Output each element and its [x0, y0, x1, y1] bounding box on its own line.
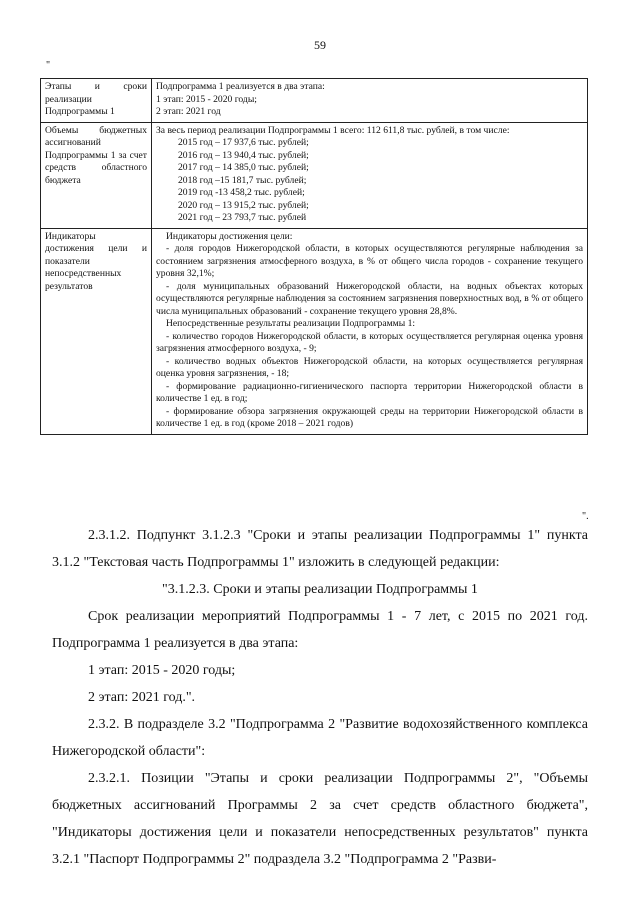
paragraph-2-3-1-2: 2.3.1.2. Подпункт 3.1.2.3 "Сроки и этапы реализации Подпрограммы 1" пункта 3.1.2 "Текстовая часть Подпрограммы 1" изложить в следующей редакции: — [52, 528, 588, 570]
budget-year-line: 2020 год – 13 915,2 тыс. рублей; — [178, 199, 309, 211]
row-value-budget — [152, 122, 588, 228]
paragraph-term: Срок реализации мероприятий Подпрограммы 1 - 7 лет, с 2015 по 2021 год. Подпрограмма 1 реализуется в два этапа: — [52, 609, 588, 651]
budget-year-line: 2021 год – 23 793,7 тыс. рублей — [178, 212, 307, 223]
budget-year-line: 2015 год – 17 937,6 тыс. рублей; — [178, 137, 309, 148]
paragraph-2-3-2: 2.3.2. В подразделе 3.2 "Подпрограмма 2 "Развитие водохозяйственного комплекса Нижегородской области": — [52, 717, 588, 759]
stages-line: 1 этап: 2015 - 2020 годы; — [156, 93, 257, 105]
body-text — [52, 522, 588, 873]
indicator-item: - доля муниципальных образований Нижегородской области, на водных объектах которых осуществляются регулярные наблюдения за состоянием загрязнения поверхностных вод, в % от общего числа муниципальных образований - сохранение текущего уровня 28,8%. — [156, 280, 583, 317]
section-heading-3-1-2-3: "3.1.2.3. Сроки и этапы реализации Подпрограммы 1 — [162, 582, 478, 597]
paragraph-stage-1: 1 этап: 2015 - 2020 годы; — [88, 663, 236, 678]
budget-year-line: 2019 год -13 458,2 тыс. рублей; — [178, 187, 305, 198]
paragraph-stage-2: 2 этап: 2021 год.". — [88, 690, 196, 705]
result-item: - формирование радиационно-гигиенического паспорта территории Нижегородской области в количестве 1 ед. в год; — [156, 380, 583, 404]
result-item: - формирование обзора загрязнения окружающей среды на территории Нижегородской области в количестве 1 ед. в год (кроме 2018 – 2021 годов) — [156, 405, 583, 429]
result-item: - количество городов Нижегородской области, в которых осуществляется регулярная оценка уровня загрязнения атмосферного воздуха, - 9; — [156, 330, 583, 354]
row-label-stages: Этапы и сроки реализации Подпрограммы 1 — [41, 79, 152, 123]
stages-line: Подпрограмма 1 реализуется в два этапа: — [156, 81, 325, 92]
indicator-item: - доля городов Нижегородской области, в которых осуществляются регулярные наблюдения за состоянием загрязнения атмосферного воздуха, в % от общего числа городов - сохранение текущего уровня 32,1%; — [156, 243, 583, 279]
budget-year-line: 2017 год – 14 385,0 тыс. рублей; — [178, 162, 309, 173]
table-row-stages — [41, 79, 588, 123]
row-label-budget: Объемы бюджетных ассигнований Подпрограммы 1 за счет средств областного бюджета — [41, 122, 152, 228]
results-heading: Непосредственные результаты реализации Подпрограммы 1: — [166, 318, 416, 329]
budget-year-line: 2018 год –15 181,7 тыс. рублей; — [178, 174, 307, 186]
row-value-stages — [152, 79, 588, 123]
open-quote-mark: " — [46, 60, 51, 71]
table-row-budget — [41, 122, 588, 228]
close-quote-mark: ". — [582, 511, 589, 522]
page-number: 59 — [314, 38, 326, 52]
paragraph-2-3-2-1: 2.3.2.1. Позиции "Этапы и сроки реализации Подпрограммы 2", "Объемы бюджетных ассигнований Программы 2 за счет средств областного бюджета", "Индикаторы достижения цели и показатели непосредственных результатов" пункта 3.2.1 "Паспорт Подпрограммы 2" подраздела 3.2 "Подпрограмма 2 "Разви- — [52, 771, 588, 867]
row-value-indicators — [152, 228, 588, 434]
budget-intro: За весь период реализации Подпрограммы 1 всего: 112 611,8 тыс. рублей, в том числе: — [156, 124, 510, 136]
table-row-indicators — [41, 228, 588, 434]
row-label-indicators: Индикаторы достижения цели и показатели непосредственных результатов — [41, 228, 152, 434]
budget-year-line: 2016 год – 13 940,4 тыс. рублей; — [178, 149, 309, 161]
stages-line: 2 этап: 2021 год — [156, 106, 221, 117]
result-item: - количество водных объектов Нижегородской области, на которых осуществляется регулярная оценка уровня загрязнения, - 18; — [156, 355, 583, 379]
subprogram-passport-table — [40, 78, 588, 435]
indicators-heading: Индикаторы достижения цели: — [166, 230, 293, 242]
